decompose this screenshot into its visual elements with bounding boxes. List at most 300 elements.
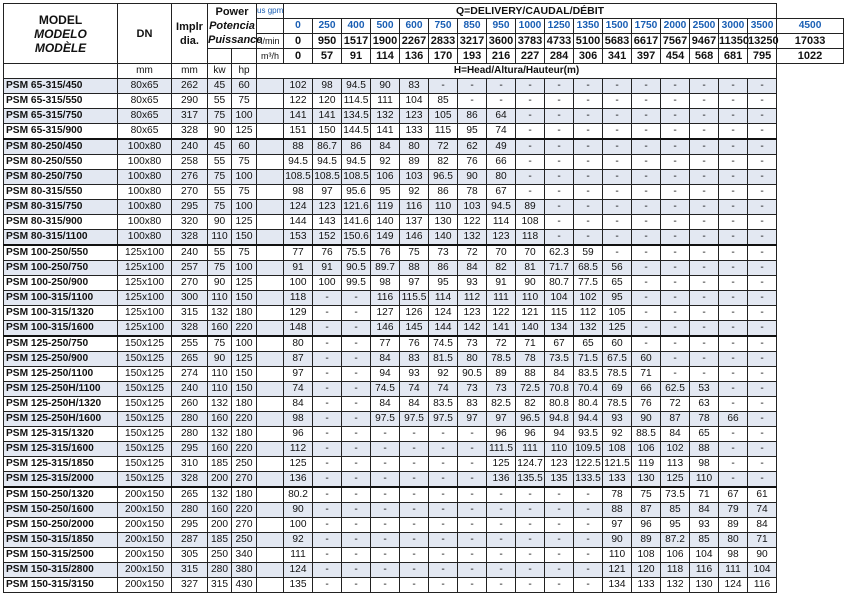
head-value: 83 [458,397,487,412]
head-value: - [748,124,777,140]
head-value: - [690,109,719,124]
head-value: - [574,94,603,109]
head-value: - [632,261,661,276]
head-value: - [516,518,545,533]
head-value: 110 [516,291,545,306]
head-value: - [342,306,371,321]
head-value: - [313,412,342,427]
head-value: - [516,170,545,185]
head-value: - [748,336,777,352]
head-value: 123 [545,457,574,472]
impeller-diameter: 300 [172,291,208,306]
model-name: PSM 80-315/1100 [4,230,118,246]
head-value: - [429,472,458,488]
head-value: - [371,427,400,442]
power-hp: 100 [232,109,257,124]
head-value: 94.5 [342,155,371,170]
head-value: 102 [661,442,690,457]
model-name: PSM 80-250/450 [4,139,118,155]
head-value: - [661,109,690,124]
head-value: - [371,442,400,457]
head-value: - [342,382,371,397]
power-kw: 110 [208,230,232,246]
head-value: 89 [400,155,429,170]
table-row [4,291,844,306]
head-value: - [632,230,661,246]
head-value: - [545,230,574,246]
head-value: 98 [719,548,748,563]
head-value: 105 [603,306,632,321]
table-row [4,503,844,518]
head-value: - [429,503,458,518]
head-value: - [632,155,661,170]
head-value: 83.5 [574,367,603,382]
head-value: 141 [487,321,516,337]
model-name: PSM 80-315/750 [4,200,118,215]
head-value: 97 [487,412,516,427]
head-value: - [661,336,690,352]
head-value: - [632,306,661,321]
head-value: - [545,533,574,548]
impeller-diameter: 257 [172,261,208,276]
impeller-diameter: 315 [172,306,208,321]
head-value: - [603,139,632,155]
impeller-diameter: 305 [172,548,208,563]
head-value: - [661,139,690,155]
head-value: 76 [400,336,429,352]
head-value: - [719,427,748,442]
head-value: - [748,109,777,124]
head-value: - [632,245,661,261]
head-value: - [429,427,458,442]
head-value: - [748,170,777,185]
head-value: 106 [632,442,661,457]
head-value: 94.4 [574,412,603,427]
head-value: - [516,578,545,593]
head-value: - [313,472,342,488]
head-value: 90.5 [458,367,487,382]
power-kw: 160 [208,321,232,337]
head-value: 130 [690,578,719,593]
head-value: 122 [284,94,313,109]
m3h-value: 1022 [777,49,844,64]
model-name: PSM 100-250/750 [4,261,118,276]
power-kw: 55 [208,185,232,200]
flow-unit-spacer [257,139,284,155]
head-value: - [748,139,777,155]
model-name: PSM 150-250/1320 [4,487,118,503]
head-value: 110 [690,472,719,488]
head-value: 111 [284,548,313,563]
impeller-diameter: 240 [172,382,208,397]
head-value: - [516,124,545,140]
m3h-value: 0 [284,49,313,64]
head-value: - [748,261,777,276]
head-value: - [748,457,777,472]
impeller-diameter: 327 [172,578,208,593]
head-value: 95 [458,124,487,140]
head-value: 120 [632,563,661,578]
head-value: 53 [690,382,719,397]
power-kw: 110 [208,291,232,306]
dn-value: 200x150 [118,503,172,518]
gpm-value: 600 [400,19,429,34]
head-value: - [342,336,371,352]
head-value: 65 [603,276,632,291]
lmin-value: 1517 [342,34,371,49]
flow-unit-spacer [257,533,284,548]
head-value: 114.5 [342,94,371,109]
head-value: 111 [516,442,545,457]
head-value: - [429,518,458,533]
head-value: - [429,548,458,563]
m3h-value: 91 [342,49,371,64]
head-value: 69 [603,382,632,397]
head-value: - [342,563,371,578]
flow-unit-spacer [257,79,284,94]
table-header [4,4,844,79]
table-row [4,412,844,427]
head-value: 132 [371,109,400,124]
head-value: 121 [603,563,632,578]
head-value: - [516,487,545,503]
head-value: 97 [458,412,487,427]
head-value: 108.5 [284,170,313,185]
head-value: - [661,352,690,367]
lmin-value: 0 [284,34,313,49]
head-value: 96 [516,427,545,442]
flow-unit-spacer [257,412,284,427]
head-value: - [632,291,661,306]
lmin-value: 1900 [371,34,400,49]
head-value: 141 [313,109,342,124]
head-value: 124 [284,200,313,215]
head-value: - [661,261,690,276]
impeller-diameter: 280 [172,503,208,518]
power-hp: 380 [232,563,257,578]
head-value: 70 [487,245,516,261]
head-value: - [516,185,545,200]
head-value: 104 [400,94,429,109]
power-kw: 185 [208,533,232,548]
dn-value: 150x125 [118,397,172,412]
impeller-diameter: 240 [172,245,208,261]
power-kw: 200 [208,472,232,488]
lmin-value: 5100 [574,34,603,49]
head-value: - [487,503,516,518]
head-value: - [371,518,400,533]
flow-unit-spacer [257,457,284,472]
head-value: 125 [284,457,313,472]
head-value: - [516,79,545,94]
head-value: 75.5 [342,245,371,261]
head-value: - [342,503,371,518]
head-value: 49 [487,139,516,155]
head-value: 97 [603,518,632,533]
head-value: - [574,518,603,533]
model-name: PSM 125-250/750 [4,336,118,352]
kw-unit-spacer [208,49,232,64]
dn-value: 150x125 [118,352,172,367]
head-value: 91 [313,261,342,276]
impeller-diameter: 295 [172,518,208,533]
head-value: - [458,533,487,548]
impeller-label-2: dia. [180,34,199,47]
power-hp: 220 [232,442,257,457]
head-value: - [603,155,632,170]
m3h-value: 284 [545,49,574,64]
head-value: - [545,518,574,533]
head-value: - [574,533,603,548]
head-value: - [748,155,777,170]
head-value: 122 [458,215,487,230]
table-row [4,200,844,215]
model-name: PSM 125-315/1600 [4,442,118,457]
head-value: - [748,427,777,442]
head-value: - [516,94,545,109]
units-row [4,64,844,79]
head-value: 150.6 [342,230,371,246]
lmin-label: l/min [257,34,284,49]
power-hp: 180 [232,397,257,412]
power-kw: 185 [208,457,232,472]
head-value: 142 [458,321,487,337]
head-value: 68.5 [574,261,603,276]
head-value: 124.7 [516,457,545,472]
head-value: - [632,321,661,337]
head-value: 66 [487,155,516,170]
dn-value: 150x125 [118,427,172,442]
dn-value: 100x80 [118,200,172,215]
power-hp: 180 [232,427,257,442]
head-value: - [458,94,487,109]
gpm-value: 950 [487,19,516,34]
head-value: - [516,109,545,124]
lmin-value: 9467 [690,34,719,49]
flow-unit-spacer [257,291,284,306]
model-name: PSM 80-315/900 [4,215,118,230]
head-value: 135 [284,578,313,593]
m3h-value: 306 [574,49,603,64]
head-value: 146 [371,321,400,337]
model-name: PSM 125-315/2000 [4,472,118,488]
model-name: PSM 150-250/1600 [4,503,118,518]
head-value: - [603,215,632,230]
power-hp: 125 [232,124,257,140]
impeller-label-1: Implr [176,20,203,33]
model-name: PSM 150-315/1850 [4,533,118,548]
head-value: - [400,457,429,472]
head-value: 78 [690,412,719,427]
head-value: - [545,200,574,215]
head-value: - [632,170,661,185]
head-value: - [574,139,603,155]
head-value: 70.8 [545,382,574,397]
head-value: 98 [284,412,313,427]
m3h-value: 170 [429,49,458,64]
head-value: - [574,200,603,215]
power-hp: 75 [232,94,257,109]
impeller-diameter: 270 [172,276,208,291]
head-value: - [748,185,777,200]
head-value: - [545,578,574,593]
head-value: 121.5 [603,457,632,472]
head-value: 84 [371,397,400,412]
impeller-diameter: 328 [172,321,208,337]
head-value: - [313,367,342,382]
head-value: 99.5 [342,276,371,291]
head-value: 96.5 [429,170,458,185]
head-value: 144 [284,215,313,230]
head-value: - [313,352,342,367]
head-value: - [690,170,719,185]
head-value: - [458,472,487,488]
head-value: 110 [603,548,632,563]
head-value: - [690,276,719,291]
lmin-value: 6617 [632,34,661,49]
head-value: 137 [400,215,429,230]
impeller-diameter: 265 [172,487,208,503]
flow-unit-spacer [257,427,284,442]
head-value: 130 [632,472,661,488]
m3h-value: 57 [313,49,342,64]
lmin-value: 17033 [777,34,844,49]
head-value: - [690,352,719,367]
head-value: - [719,276,748,291]
gpm-value: 250 [313,19,342,34]
head-value: 80 [719,533,748,548]
head-value: - [574,124,603,140]
head-value: 134 [545,321,574,337]
model-name: PSM 100-250/550 [4,245,118,261]
flow-unit-spacer [257,185,284,200]
head-value: - [719,457,748,472]
flow-unit-spacer [257,397,284,412]
head-value: 73.5 [661,487,690,503]
head-value: - [400,518,429,533]
head-value: 97.5 [429,412,458,427]
head-value: - [690,245,719,261]
head-value: - [603,109,632,124]
power-kw: 132 [208,397,232,412]
head-value: 80.2 [284,487,313,503]
head-value: 96.5 [516,412,545,427]
head-value: 75 [632,487,661,503]
head-value: 148 [284,321,313,337]
head-value: 66 [632,382,661,397]
head-value: 83 [400,352,429,367]
head-value: - [603,230,632,246]
dn-value: 80x65 [118,79,172,94]
head-value: 87.2 [661,533,690,548]
head-title-text: H=Head/Altura/Hauteur(m) [453,65,580,76]
head-value: - [313,382,342,397]
pump-performance-table [3,3,844,593]
head-value: 115.5 [400,291,429,306]
power-hp: 150 [232,230,257,246]
model-name: PSM 65-315/550 [4,94,118,109]
model-name: PSM 100-315/1600 [4,321,118,337]
flow-unit-spacer [257,230,284,246]
head-value: 116 [690,563,719,578]
head-value: - [719,336,748,352]
head-value: 111 [371,94,400,109]
head-value: - [748,215,777,230]
head-value: 84 [400,397,429,412]
head-value: - [748,321,777,337]
head-value: 86 [342,139,371,155]
head-value: 71 [516,336,545,352]
impeller-diameter: 280 [172,427,208,442]
head-value: 94.8 [545,412,574,427]
head-value: 121.6 [342,200,371,215]
power-kw: 75 [208,336,232,352]
dn-value: 200x150 [118,548,172,563]
head-value: 84 [371,139,400,155]
head-value: 108.5 [313,170,342,185]
dn-value: 100x80 [118,155,172,170]
head-value: - [400,427,429,442]
power-hp: 220 [232,412,257,427]
head-value: 110 [545,442,574,457]
model-name: PSM 80-315/550 [4,185,118,200]
gpm-value: 1350 [574,19,603,34]
head-value: 84 [748,518,777,533]
head-value: - [458,427,487,442]
dn-value: 150x125 [118,472,172,488]
head-value: 76 [313,245,342,261]
gpm-value: 1250 [545,19,574,34]
head-value: - [313,427,342,442]
dn-value: 125x100 [118,245,172,261]
head-value: - [458,578,487,593]
model-name: PSM 125-250H/1100 [4,382,118,397]
power-label-fr: Puissance [208,34,263,46]
head-value: 73 [429,245,458,261]
head-value: 89.7 [371,261,400,276]
head-value: - [400,487,429,503]
head-value: - [545,548,574,563]
head-value: - [661,367,690,382]
head-value: - [313,442,342,457]
head-value: 144 [429,321,458,337]
head-value: 90 [458,170,487,185]
head-value: 60 [632,352,661,367]
head-value: 77 [284,245,313,261]
head-value: 73 [458,336,487,352]
head-value: 125 [603,321,632,337]
flow-unit-spacer [257,321,284,337]
head-value: 89 [719,518,748,533]
head-value: - [342,397,371,412]
head-value: 108 [516,215,545,230]
head-value: 149 [371,230,400,246]
head-value: 140 [516,321,545,337]
head-value: 118 [516,230,545,246]
dn-value: 200x150 [118,518,172,533]
m3h-value: 681 [719,49,748,64]
table-row [4,276,844,291]
head-value: 97 [313,185,342,200]
m3h-label: m³/h [257,49,284,64]
head-value: 127 [371,306,400,321]
head-value: - [690,139,719,155]
head-value: - [487,487,516,503]
head-value: 74 [748,503,777,518]
head-value: - [690,185,719,200]
head-value: - [632,185,661,200]
head-value: - [545,170,574,185]
